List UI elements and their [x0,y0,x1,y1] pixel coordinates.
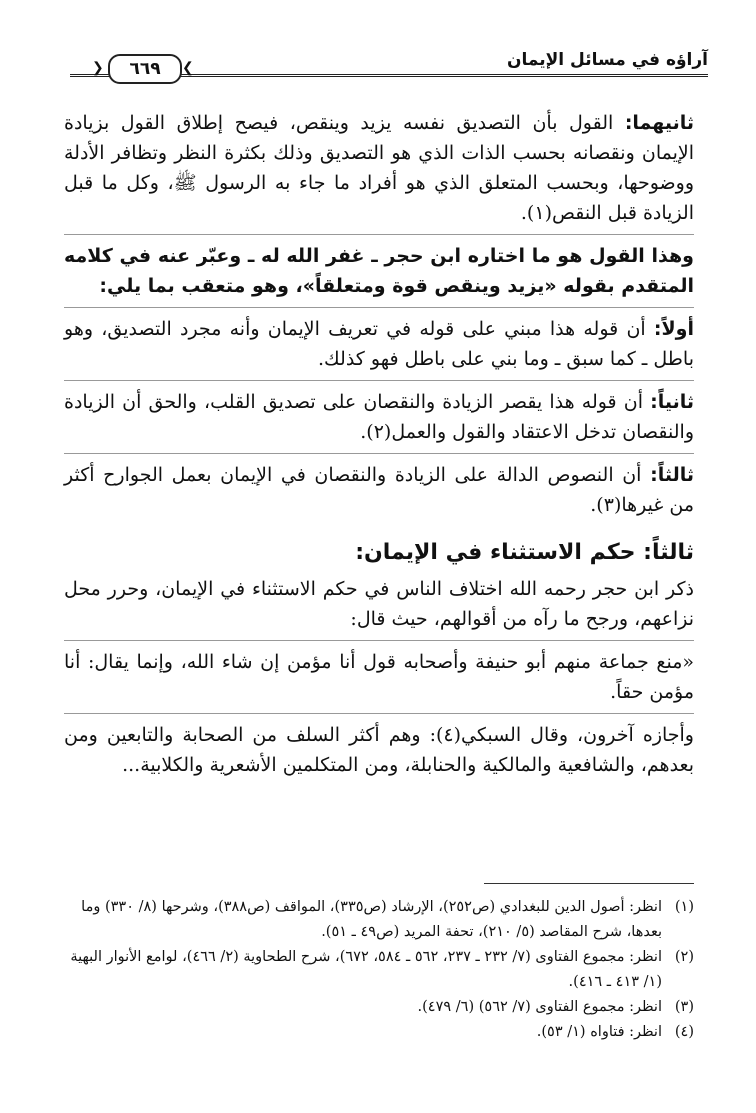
paragraph: ذكر ابن حجر رحمه الله اختلاف الناس في حكم الاستثناء في الإيمان، وحرر محل نزاعهم، ورجح ما رآه من أقوالهم، حيث قال: [64,574,694,641]
paragraph: ثانياً: أن قوله هذا يقصر الزيادة والنقصان على تصديق القلب، والحق أن الزيادة والنقصان تدخل الاعتقاد والقول والعمل(٢). [64,387,694,454]
running-header [70,46,708,86]
paragraph: وأجازه آخرون، وقال السبكي(٤): وهم أكثر السلف من الصحابة والتابعين ومن بعدهم، والشافعية والمالكية والحنابلة، ومن المتكلمين الأشعرية والكلابية... [64,724,694,776]
ornament-right: ❯ [182,60,194,76]
footnote: (٢) انظر: مجموع الفتاوى (٧/ ٢٣٢ ـ ٢٣٧، ٥٦٢ ـ ٥٨٤، ٦٧٢)، شرح الطحاوية (٢/ ٤٦٦)، لوامع الأنوار البهية (١/ ٤١٣ ـ ٤١٦). [70,949,694,990]
main-text [64,108,694,792]
page-number: ٦٦٩ [108,54,182,84]
ornament-left: ❮ [92,60,104,76]
section-heading: ثالثاً: حكم الاستثناء في الإيمان: [355,540,694,565]
footnote-separator [484,883,694,884]
quote-paragraph: «منع جماعة منهم أبو حنيفة وأصحابه قول أنا مؤمن إن شاء الله، وإنما يقال: أنا مؤمن حقاً. [64,647,694,714]
footnote: (١) انظر: أصول الدين للبغدادي (ص٢٥٢)، الإرشاد (ص٣٣٥)، المواقف (ص٣٨٨)، وشرحها (٨/ ٣٣٠) وما بعدها، شرح المقاصد (٥/ ٢١٠)، تحفة المريد (ص٤٩ ـ ٥١). [81,899,694,940]
running-title: آراؤه في مسائل الإيمان [506,50,708,70]
footnote: (٣) انظر: مجموع الفتاوى (٧/ ٥٦٢) (٦/ ٤٧٩). [417,999,694,1015]
footnotes [58,895,694,1045]
paragraph-bold: وهذا القول هو ما اختاره ابن حجر ـ غفر الله له ـ وعبّر عنه في كلامه المتقدم بقوله «يزيد وينقص قوة ومتعلقاً»، وهو متعقب بما يلي: [64,241,694,308]
footnote: (٤) انظر: فتاواه (١/ ٥٣). [536,1024,694,1040]
paragraph: أولاً: أن قوله هذا مبني على قوله في تعريف الإيمان وأنه مجرد التصديق، وهو باطل ـ كما سبق ـ وما بني على باطل فهو كذلك. [64,314,694,381]
paragraph: ثانيهما: القول بأن التصديق نفسه يزيد وينقص، فيصح إطلاق القول بزيادة الإيمان ونقصانه بحسب الذات الذي هو التصديق وذلك بكثرة النظر وتظافر الأدلة ووضوحها، وبحسب المتعلق الذي هو أفراد ما جاء به الرسول ﷺ، وكل ما قبل الزيادة قبل النقص(١). [64,108,694,235]
paragraph: ثالثاً: أن النصوص الدالة على الزيادة والنقصان في الإيمان بعمل الجوارح أكثر من غيرها(٣). [64,464,694,516]
